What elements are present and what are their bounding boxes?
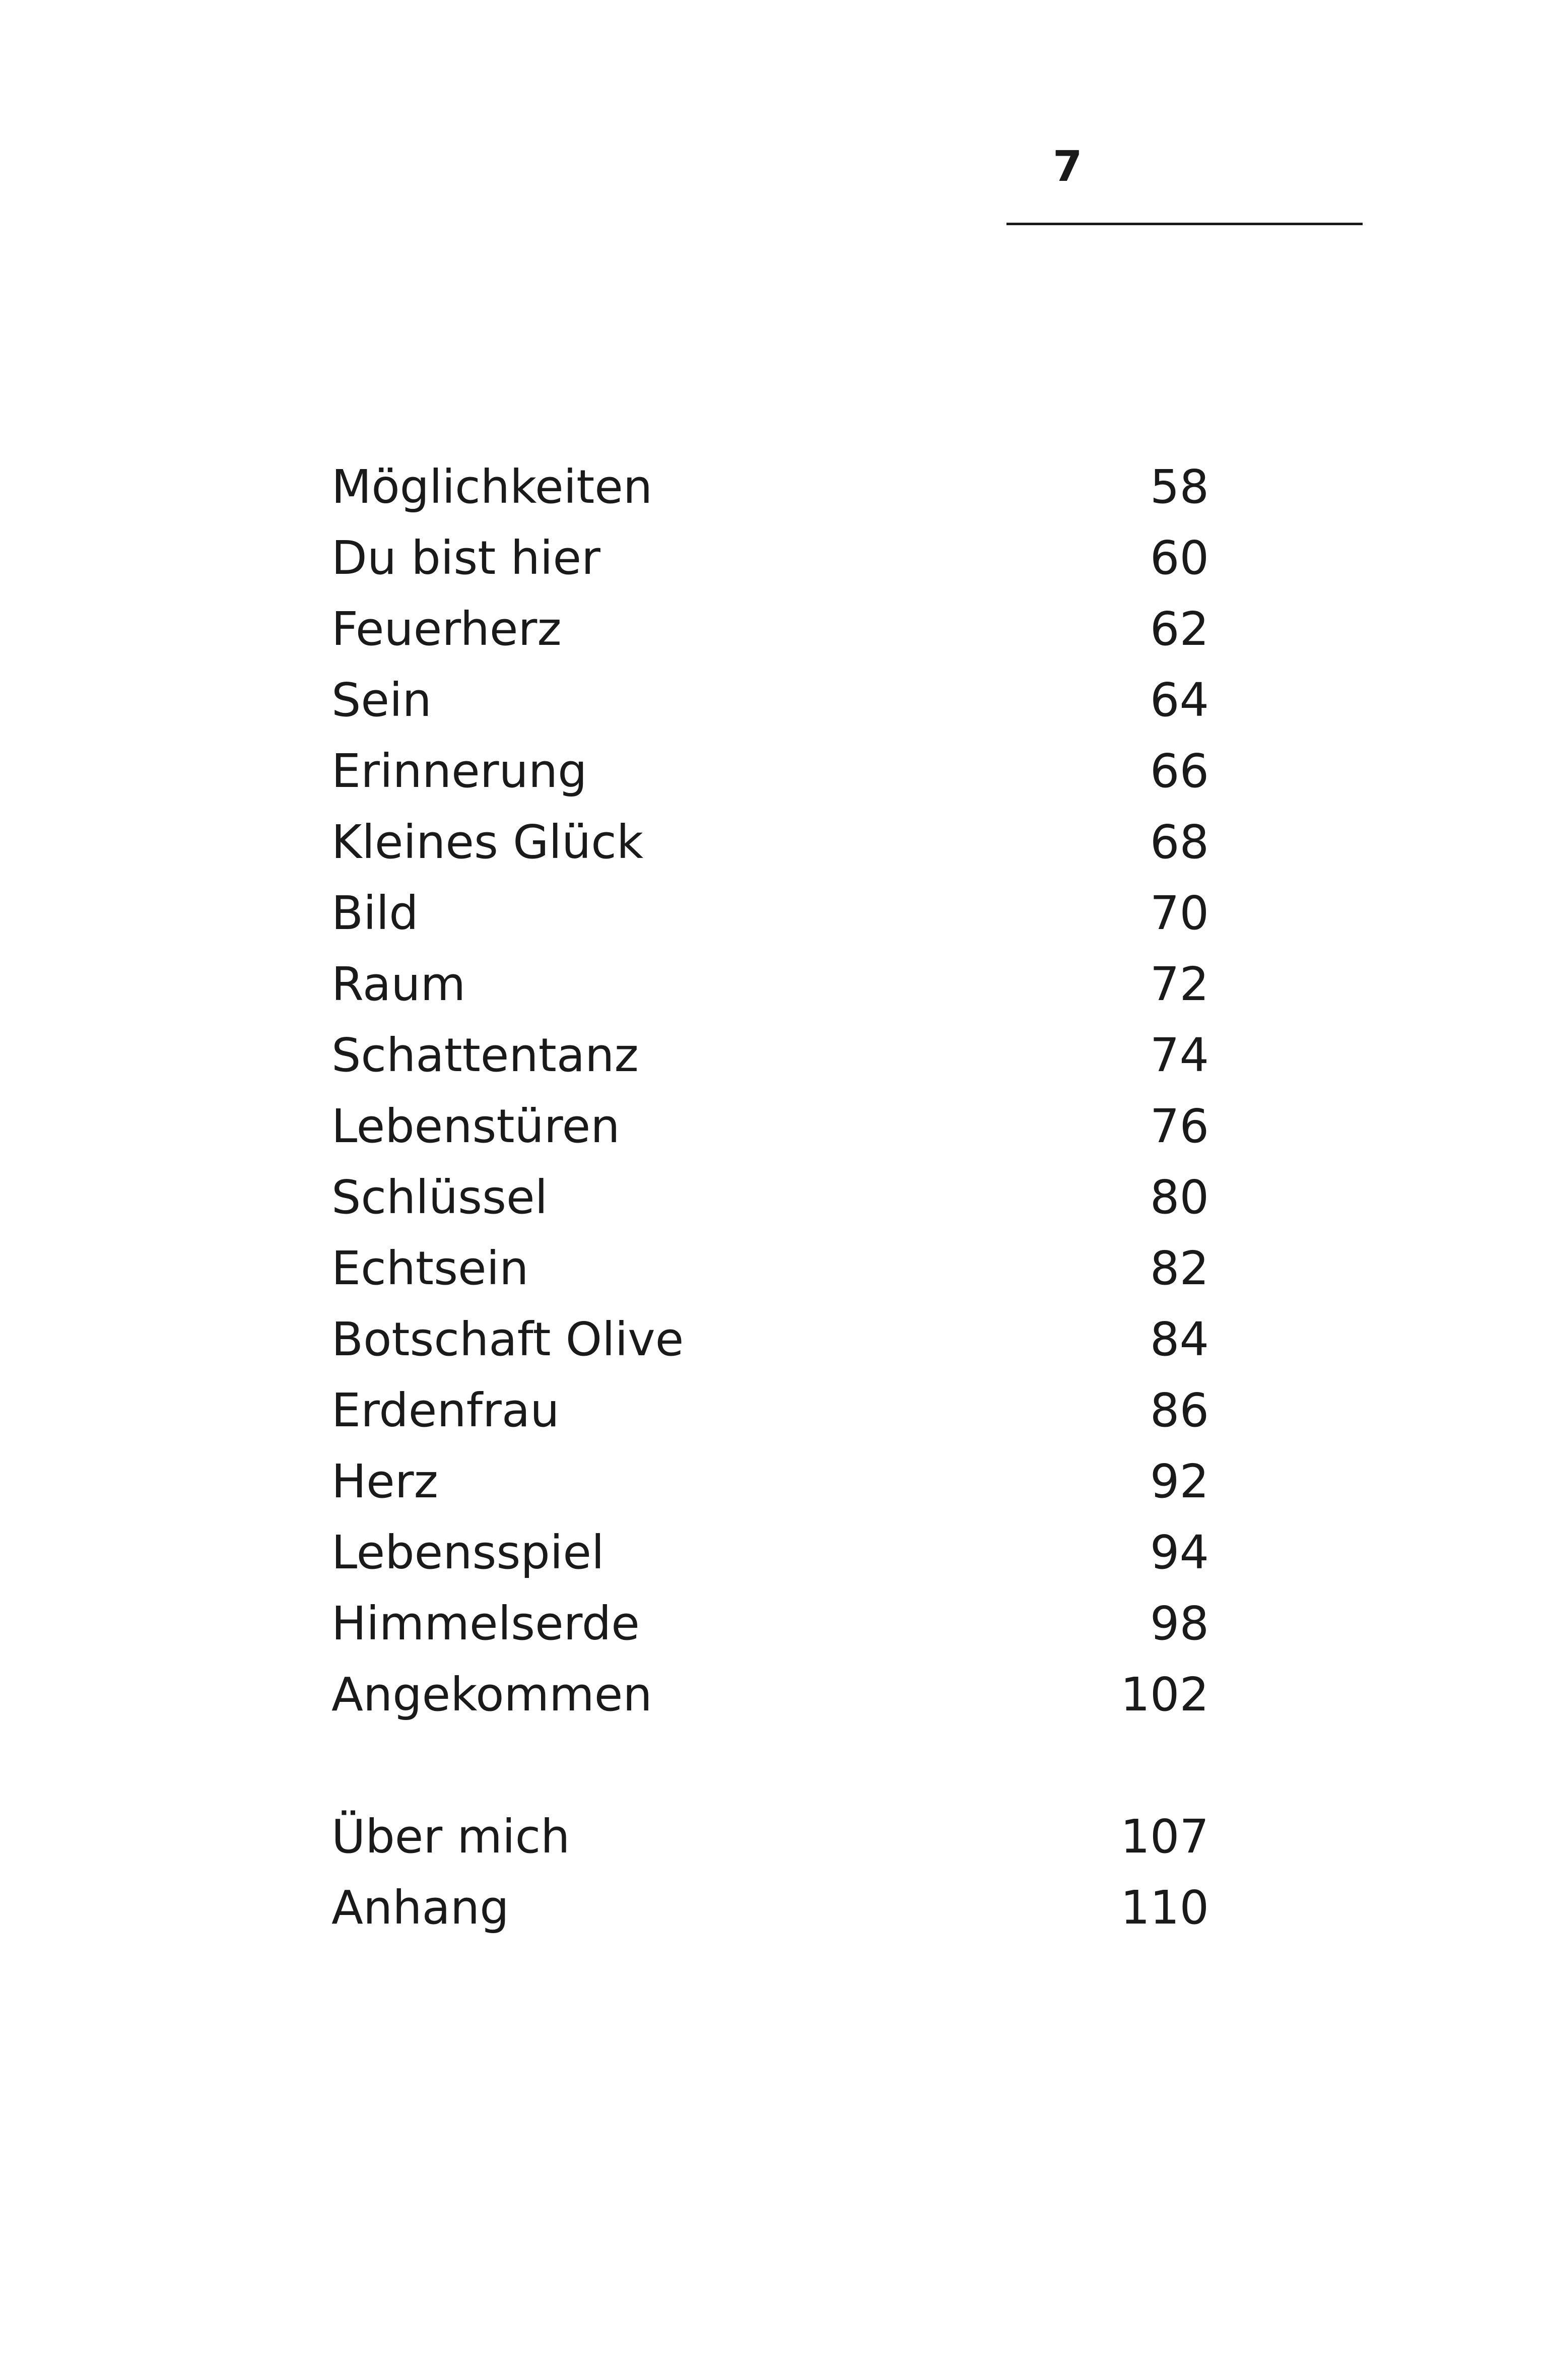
toc-entry-title: Lebensspiel <box>331 1526 604 1579</box>
toc-entry-page: 98 <box>1150 1597 1209 1650</box>
toc-section-spacer <box>331 1730 1209 1801</box>
toc-entry-page: 60 <box>1150 531 1209 585</box>
toc-entry-title: Schattentanz <box>331 1028 639 1082</box>
table-of-contents <box>331 451 1209 1943</box>
toc-entry-title: Lebenstüren <box>331 1099 620 1153</box>
toc-entry-page: 70 <box>1150 886 1209 940</box>
toc-entry-title: Erdenfrau <box>331 1383 560 1437</box>
toc-entry <box>331 949 1209 1020</box>
toc-entry-title: Anhang <box>331 1881 509 1935</box>
toc-entry-title: Echtsein <box>331 1241 529 1295</box>
toc-entry-page: 110 <box>1120 1881 1209 1935</box>
toc-entry-page: 86 <box>1150 1383 1209 1437</box>
toc-entry-page: 92 <box>1150 1455 1209 1508</box>
toc-entry <box>331 1091 1209 1162</box>
toc-entry-title: Erinnerung <box>331 744 587 798</box>
toc-entry-page: 72 <box>1150 957 1209 1011</box>
toc-entry-page: 62 <box>1150 602 1209 656</box>
toc-entry-page: 74 <box>1150 1028 1209 1082</box>
toc-entry <box>331 1446 1209 1517</box>
toc-entry-title: Kleines Glück <box>331 815 644 869</box>
toc-entry-title: Schlüssel <box>331 1170 548 1224</box>
toc-entry <box>331 665 1209 736</box>
toc-entry <box>331 736 1209 807</box>
toc-entry-page: 66 <box>1150 744 1209 798</box>
toc-entry-page: 84 <box>1150 1312 1209 1366</box>
header-rule <box>1006 223 1363 225</box>
toc-entry <box>331 1233 1209 1304</box>
toc-entry <box>331 451 1209 522</box>
toc-entry <box>331 1588 1209 1659</box>
toc-entry-title: Feuerherz <box>331 602 562 656</box>
toc-appendix-entry <box>331 1872 1209 1943</box>
toc-entry-page: 68 <box>1150 815 1209 869</box>
toc-entry-title: Botschaft Olive <box>331 1312 684 1366</box>
toc-entry-page: 58 <box>1150 460 1209 514</box>
toc-entry-page: 102 <box>1120 1668 1209 1722</box>
toc-entry <box>331 1375 1209 1446</box>
toc-entry-title: Angekommen <box>331 1668 652 1722</box>
toc-entry-title: Bild <box>331 886 419 940</box>
toc-entry <box>331 807 1209 878</box>
toc-entry-title: Raum <box>331 957 466 1011</box>
toc-entry <box>331 1162 1209 1233</box>
toc-entry-page: 107 <box>1120 1810 1209 1864</box>
toc-entry-page: 64 <box>1150 673 1209 727</box>
toc-entry-page: 76 <box>1150 1099 1209 1153</box>
toc-entry-page: 80 <box>1150 1170 1209 1224</box>
toc-entry <box>331 878 1209 949</box>
toc-entry-page: 82 <box>1150 1241 1209 1295</box>
toc-entry <box>331 522 1209 593</box>
toc-entry-title: Du bist hier <box>331 531 600 585</box>
toc-entry-page: 94 <box>1150 1526 1209 1579</box>
toc-entry <box>331 1304 1209 1375</box>
toc-entry <box>331 1020 1209 1091</box>
toc-entry-title: Möglichkeiten <box>331 460 653 514</box>
toc-appendix-entry <box>331 1801 1209 1872</box>
toc-entry <box>331 1517 1209 1588</box>
toc-entry-title: Sein <box>331 673 432 727</box>
toc-entry <box>331 593 1209 665</box>
toc-entry <box>331 1659 1209 1730</box>
toc-entry-title: Über mich <box>331 1810 570 1864</box>
toc-entry-title: Himmelserde <box>331 1597 640 1650</box>
page-number: 7 <box>1053 142 1083 191</box>
toc-entry-title: Herz <box>331 1455 438 1508</box>
